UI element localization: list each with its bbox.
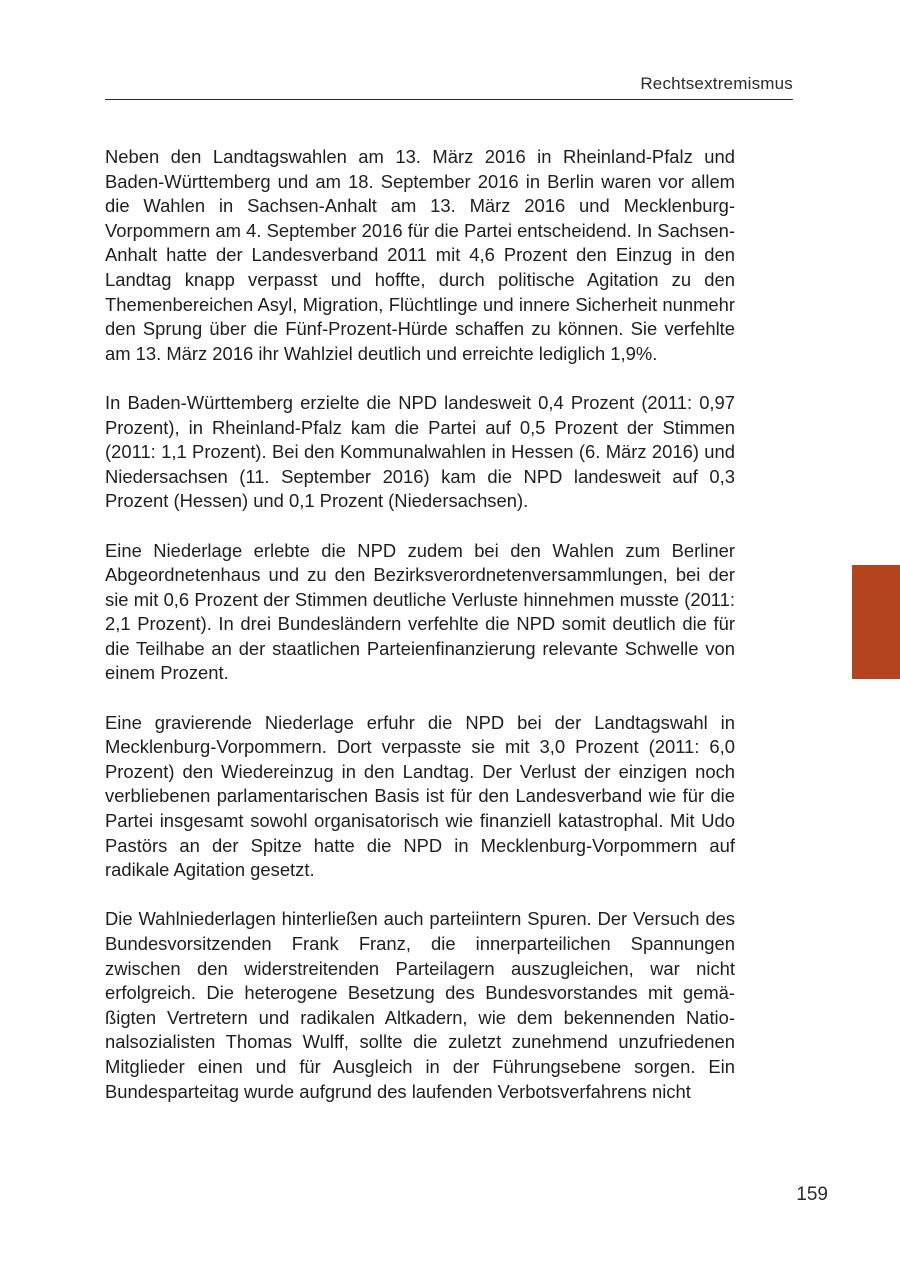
section-title: Rechtsextremismus <box>640 74 793 93</box>
page-number: 159 <box>796 1184 828 1205</box>
chapter-thumb-tab <box>852 565 900 679</box>
paragraph: Eine gravierende Niederlage erfuhr die NPD bei der Landtagswahl in Mecklenburg-Vorpommern. Dort verpasste sie mit 3,0 Prozent (2011: 6,0 Prozent) den Wiedereinzug in den Landtag. Der Verlust der einzigen noch verbliebenen parlamentarischen Basis ist für den Landesverband wie für die Partei insgesamt sowohl organisatorisch wie finanziell katastrophal. Mit Udo Pastörs an der Spitze hatte die NPD in Mecklenburg-Vorpommern auf radikale Agitation gesetzt. <box>105 711 735 881</box>
paragraph: In Baden-Württemberg erzielte die NPD landesweit 0,4 Prozent (2011: 0,97 Prozent), in Rheinland-Pfalz kam die Partei auf 0,5 Prozent der Stimmen (2011: 1,1 Prozent). Bei den Kommunalwahlen in Hessen (6. März 2016) und Niedersachsen (11. September 2016) kam die NPD landesweit auf 0,3 Prozent (Hessen) und 0,1 Prozent (Niedersachsen). <box>105 391 735 512</box>
paragraph: Neben den Landtagswahlen am 13. März 2016 in Rheinland-Pfalz und Baden-Württemberg und am 18. September 2016 in Berlin waren vor allem die Wahlen in Sachsen-Anhalt am 13. März 2016 und Mecklenburg-Vorpommern am 4. September 2016 für die Partei entscheidend. In Sachsen-Anhalt hatte der Landesverband 2011 mit 4,6 Prozent den Einzug in den Landtag knapp verpasst und hoffte, durch politische Agitation zu den Themenbereichen Asyl, Migration, Flüchtlinge und innere Sicherheit nunmehr den Sprung über die Fünf-Prozent-Hürde schaffen zu können. Sie verfehlte am 13. März 2016 ihr Wahlziel deutlich und erreichte lediglich 1,9%. <box>105 146 735 364</box>
running-header <box>105 72 793 100</box>
paragraph: Die Wahlniederlagen hinterließen auch parteiintern Spuren. Der Versuch des Bundesvorsitzenden Frank Franz, die innerparteilichen Spannungen zwischen den widerstreitenden Parteilagern auszugleichen, war nicht erfolgreich. Die heterogene Besetzung des Bundesvorstandes mit gemäßigten Vertretern und radikalen Altkadern, wie dem bekennenden Nationalsozialisten Thomas Wulff, sollte die zuletzt zunehmend unzufriedenen Mitglieder einen und für Ausgleich in der Führungsebene sorgen. Ein Bundesparteitag wurde aufgrund des laufenden Verbotsverfahrens nicht <box>105 908 735 1102</box>
body-text <box>105 145 735 1129</box>
paragraph: Eine Niederlage erlebte die NPD zudem bei den Wahlen zum Berliner Abgeordnetenhaus und zu den Bezirksverordnetenversammlungen, bei der sie mit 0,6 Prozent der Stimmen deutliche Verluste hinnehmen musste (2011: 2,1 Prozent). In drei Bundesländern verfehlte die NPD somit deutlich die für die Teilhabe an der staatlichen Parteienfinanzierung relevante Schwelle von einem Prozent. <box>105 539 735 684</box>
